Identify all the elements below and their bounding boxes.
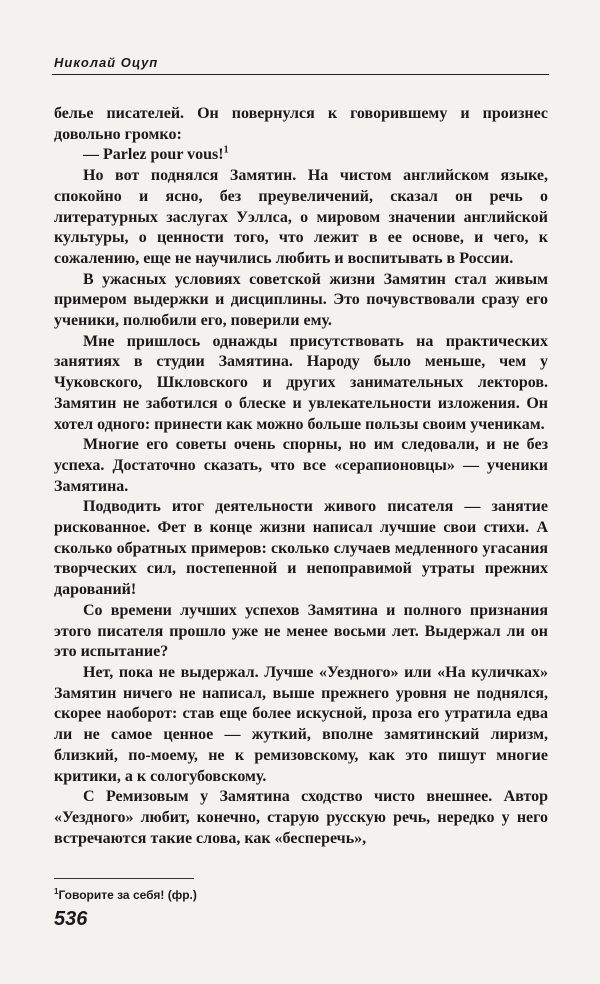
- paragraph: белье писателей. Он повернулся к говорившему и произнес довольно громко:: [54, 105, 548, 143]
- paragraph-quote: [54, 145, 548, 166]
- footnote-text: Говорите за себя! (фр.): [58, 888, 197, 902]
- footnote-marker: 1: [223, 145, 229, 157]
- footnote-number: 1: [54, 887, 59, 896]
- body-text: [54, 104, 548, 849]
- running-head: Николай Оцуп: [54, 55, 159, 70]
- footnote-rule: [54, 878, 194, 879]
- header-rule: [52, 74, 549, 75]
- paragraph: Подводить итог деятельности живого писателя — занятие рискованное. Фет в конце жизни написал лучшие свои стихи. А сколько обратных примеров: сколько случаев медленного угасания творческих сил, постепенной и непоправимой утраты прежних дарований!: [54, 498, 548, 599]
- footnote: [54, 887, 197, 902]
- paragraph: Со времени лучших успехов Замятина и полного признания этого писателя прошло уже не менее восьми лет. Выдержал ли он это испытание?: [54, 601, 548, 661]
- paragraph: Мне пришлось однажды присутствовать на практических занятиях в студии Замятина. Народу было меньше, чем у Чуковского, Шкловского и других занимательных лекторов. Замятин не заботился о блеске и увлекательности изложения. Он хотел одного: принести как можно больше пользы своим ученикам.: [54, 332, 548, 433]
- quote-text: — Parlez pour vous!: [83, 146, 224, 164]
- paragraph: Но вот поднялся Замятин. На чистом английском языке, спокойно и ясно, без преувеличений, сказал он речь о литературных заслугах Уэллса, о мировом значении английской культуры, о ценности того, что лежит в ее основе, и чего, к сожалению, еще не научились любить и воспитывать в России.: [54, 167, 548, 267]
- paragraph: Многие его советы очень спорны, но им следовали, и не без успеха. Достаточно сказать, что все «серапионовцы» — ученики Замятина.: [54, 436, 548, 495]
- page-number: 536: [54, 908, 88, 930]
- paragraph: В ужасных условиях советской жизни Замятин стал живым примером выдержки и дисциплины. Это почувствовали сразу его ученики, полюбили его, поверили ему.: [54, 270, 548, 330]
- paragraph: Нет, пока не выдержал. Лучше «Уездного» или «На куличках» Замятин ничего не написал, выше прежнего уровня не поднялся, скорее наоборот: став еще более искусной, проза его утратила едва ли не самое ценное — жуткий, вполне замятинский лиризм, близкий, по-моему, не к ремизовскому, как это пишут многие критики, а к сологубовскому.: [54, 663, 548, 785]
- paragraph: С Ремизовым у Замятина сходство чисто внешнее. Автор «Уездного» любит, конечно, старую русскую речь, нередко у него встречаются такие слова, как «бесперечь»,: [54, 788, 548, 847]
